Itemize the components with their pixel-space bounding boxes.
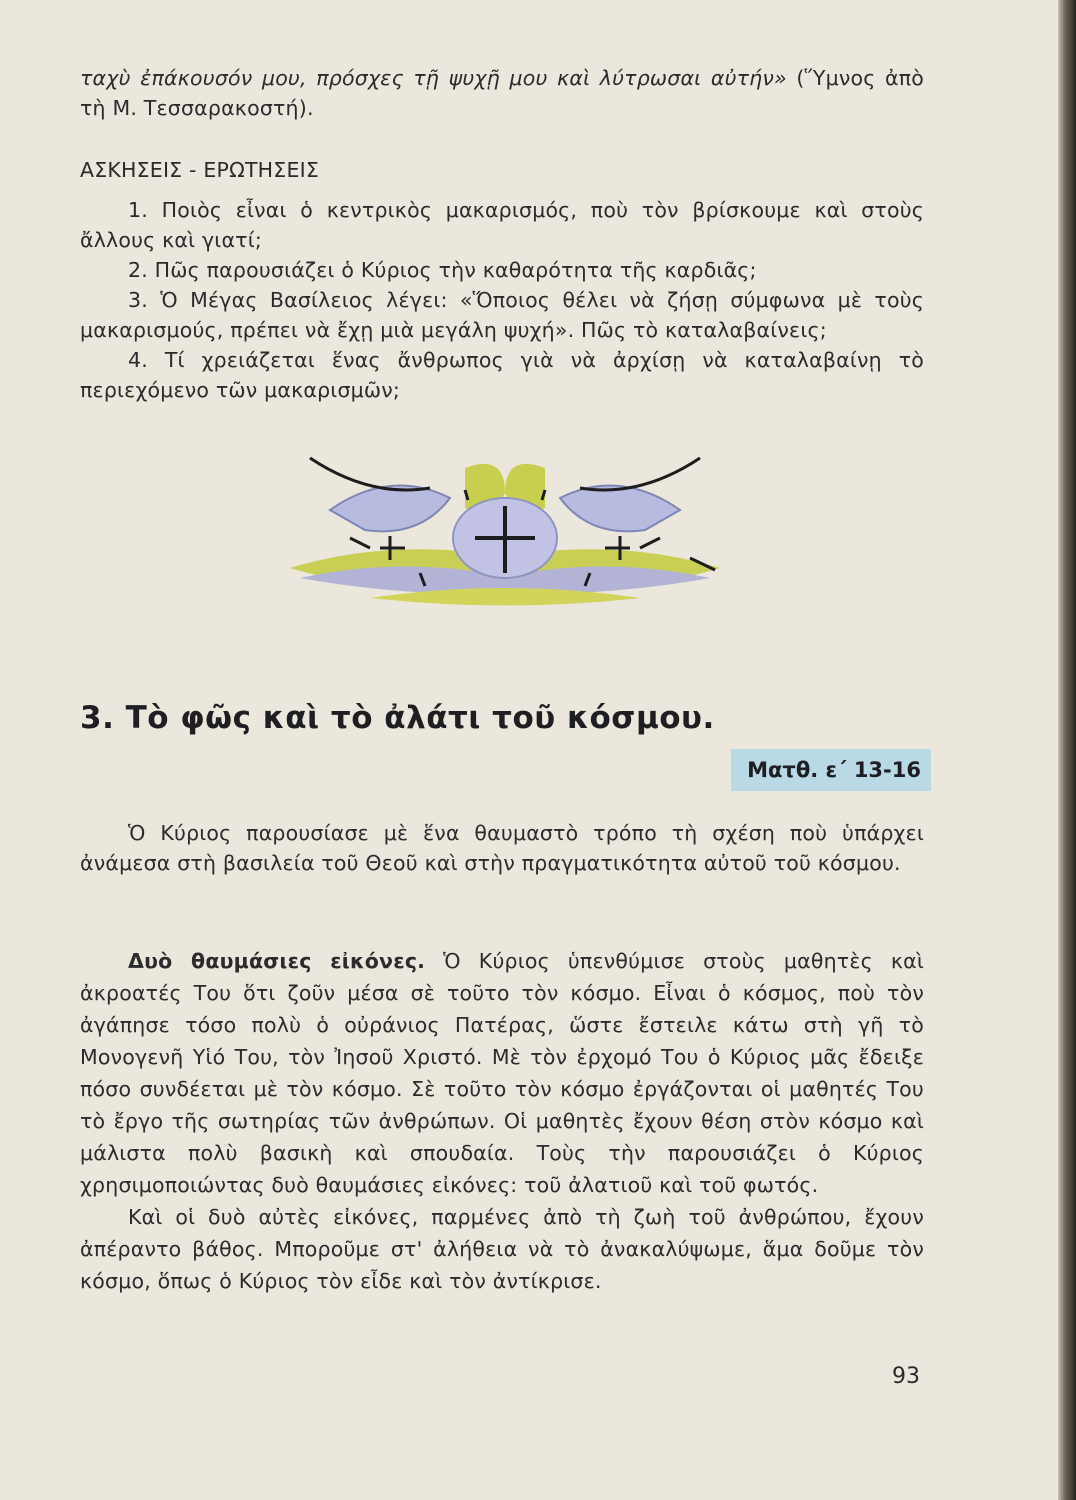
exercise-item: 4. Τί χρειάζεται ἕνας ἄνθρωπος γιὰ νὰ ἀρχίσῃ νὰ καταλαβαίνῃ τὸ περιεχόμενο τῶν μακαρισμῶν; [80,348,924,402]
scripture-reference: Ματθ. ε΄ 13-16 [731,749,931,791]
quote-source: (Ὕμνος ἀπὸ τὴ Μ. Τεσσαρακοστή). [80,66,924,120]
section-intro [80,818,924,878]
body-paragraph: Καὶ οἱ δυὸ αὐτὲς εἰκόνες, παρμένες ἀπὸ τὴ ζωὴ τοῦ ἀνθρώπου, ἔχουν ἀπέραντο βάθος. Μποροῦμε στ' ἀλήθεια νὰ τὸ ἀνακαλύψωμε, ἅμα δοῦμε τὸν κόσμο, ὅπως ὁ Κύριος τὸν εἶδε καὶ τὸν ἀντίκρισε. [80,1205,924,1293]
paragraph-lead: Δυὸ θαυμάσιες εἰκόνες. [128,949,426,973]
top-quote [80,64,924,123]
exercise-item: 1. Ποιὸς εἶναι ὁ κεντρικὸς μακαρισμός, ποὺ τὸν βρίσκουμε καὶ στοὺς ἄλλους καὶ γιατί; [80,198,924,252]
intro-paragraph: Ὁ Κύριος παρουσίασε μὲ ἕνα θαυμαστὸ τρόπο τὴ σχέση ποὺ ὑπάρχει ἀνάμεσα στὴ βασιλεία τοῦ Θεοῦ καὶ στὴν πραγματικότητα αὐτοῦ τοῦ κόσμου. [80,821,924,875]
cross-floral-ornament-icon [270,448,740,608]
exercise-item: 3. Ὁ Μέγας Βασίλειος λέγει: «Ὅποιος θέλει νὰ ζήσῃ σύμφωνα μὲ τοὺς μακαρισμούς, πρέπει νὰ ἔχῃ μιὰ μεγάλη ψυχή». Πῶς τὸ καταλαβαίνεις; [80,288,924,342]
page-number: 93 [892,1364,920,1389]
paragraph-text: Ὁ Κύριος ὑπενθύμισε στοὺς μαθητὲς καὶ ἀκροατές Του ὅτι ζοῦν μέσα σὲ τοῦτο τὸν κόσμο. Εἶναι ὁ κόσμος, ποὺ τὸν ἀγάπησε τόσο πολὺ ὁ οὐράνιος Πατέρας, ὥστε ἔστειλε κάτω στὴ γῆ τὸ Μονογενῆ Υἱό Του, τὸν Ἰησοῦ Χριστό. Μὲ τὸν ἐρχομό Του ὁ Κύριος μᾶς ἔδειξε πόσο συνδέεται μὲ τὸν κόσμο. Σὲ τοῦτο τὸν κόσμο ἐργάζονται οἱ μαθητές Του τὸ ἔργο τῆς σωτηρίας τῶν ἀνθρώπων. Οἱ μαθητὲς ἔχουν θέση στὸν κόσμο καὶ μάλιστα πολὺ βασικὴ καὶ σπουδαία. Τοὺς τὴν παρουσιάζει ὁ Κύριος χρησιμοποιώντας δυὸ θαυμάσιες εἰκόνες: τοῦ ἀλατιοῦ καὶ τοῦ φωτός. [80,949,924,1197]
exercise-item: 2. Πῶς παρουσιάζει ὁ Κύριος τὴν καθαρότητα τῆς καρδιᾶς; [128,258,757,282]
book-edge [1058,0,1076,1500]
section-body [80,945,924,1297]
quote-italic: ταχὺ ἐπάκουσόν μου, πρόσχες τῇ ψυχῇ μου καὶ λύτρωσαι αὐτήν» [80,66,787,90]
exercises-list [80,195,924,405]
body-paragraph [80,945,924,1201]
section-heading: 3. Τὸ φῶς καὶ τὸ ἀλάτι τοῦ κόσμου. [80,700,715,736]
exercises-title: ΑΣΚΗΣΕΙΣ - ΕΡΩΤΗΣΕΙΣ [80,158,319,182]
